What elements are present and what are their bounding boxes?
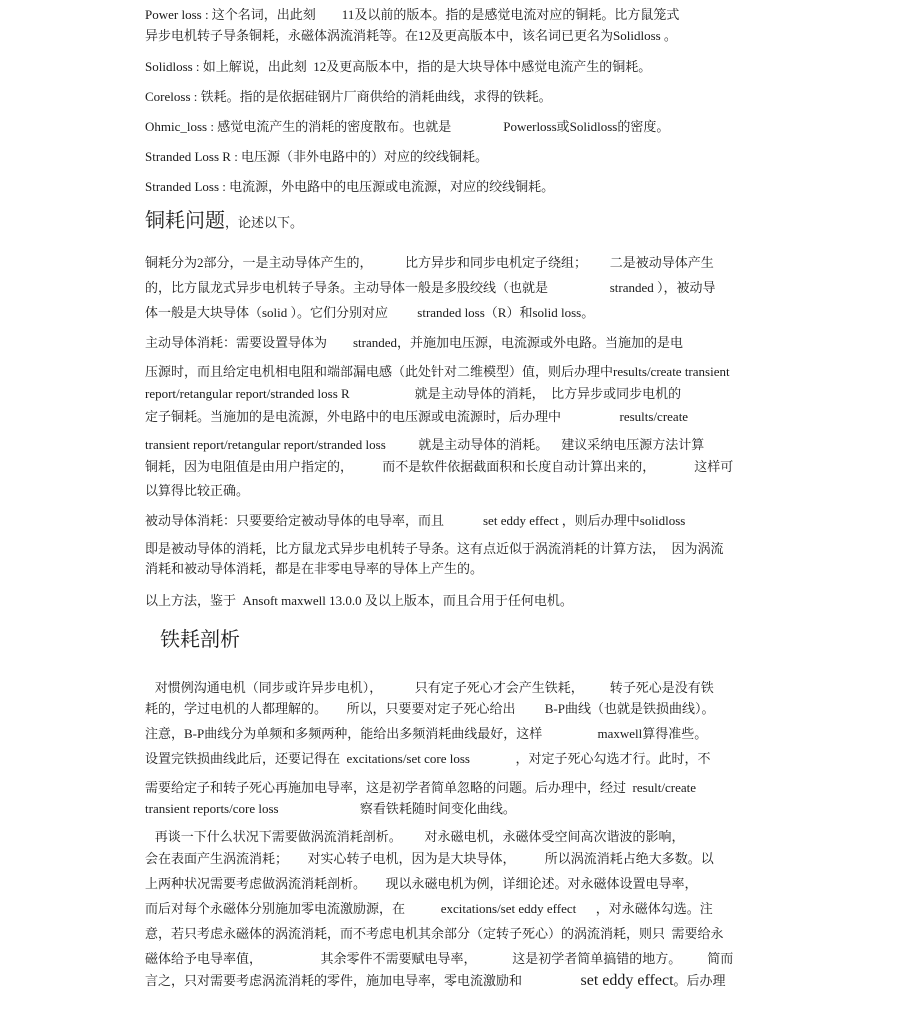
para-iron-line5: 需要给定子和转子死心再施加电导率，这是初学者简单忽略的问题。后办理中，经过 result/create — [145, 780, 697, 795]
para-eddy-line5: 意，若只考虑永磁体的涡流消耗，而不考虑电机其余部分（定转子死心）的涡流消耗，则只 需要给永 — [145, 926, 724, 941]
para-active-line4: 定子铜耗。当施加的是电流源，外电路中的电压源或电流源时，后办理中 results/create — [145, 409, 689, 424]
para-stranded-loss: Stranded Loss : 电流源，外电路中的电压源或电流源，对应的绞线铜耗。 — [145, 179, 555, 194]
para-eddy-line2: 会在表面产生涡流消耗； 对实心转子电机，因为是大块导体， 所以涡流消耗占绝大多数。以 — [145, 851, 714, 866]
para-iron-line1: 对惯例沟通电机（同步或许异步电机）， 只有定子死心才会产生铁耗， 转子死心是没有铁 — [145, 680, 714, 695]
para-power-loss-line2: 异步电机转子导条铜耗，永磁体涡流消耗等。在12及更高版本中，该名词已更名为Solidloss 。 — [145, 28, 677, 43]
para-eddy-line7-start: 言之，只对需要考虑涡流消耗的零件，施加电导率，零电流激励和 — [145, 973, 581, 988]
para-copper-line3: 体一般是大块导体（solid ）。它们分别对应 stranded loss（R）和solid loss。 — [145, 305, 595, 320]
para-power-loss-line1: Power loss : 这个名词，出此刻 11及以前的版本。指的是感觉电流对应的铜耗。比方鼠笼式 — [145, 7, 680, 22]
para-copper-line1: 铜耗分为2部分，一是主动导体产生的， 比方异步和同步电机定子绕组； 二是被动导体产生 — [145, 255, 714, 270]
para-eddy-line6: 磁体给予电导率值， 其余零件不需要赋电导率， 这是初学者简单搞错的地方。 简而 — [145, 951, 734, 966]
heading-copper-loss-tail: ，论述以下。 — [225, 216, 304, 231]
para-eddy-line7-end: 。后办理 — [673, 973, 726, 988]
para-summary: 以上方法，鉴于 Ansoft maxwell 13.0.0 及以上版本，而且合用于任何电机。 — [145, 593, 573, 608]
para-passive-line1: 被动导体消耗：只要要给定被动导体的电导率，而且 set eddy effect ，则后办理中solidloss — [145, 513, 686, 528]
set-eddy-effect-term: set eddy effect — [580, 972, 674, 989]
para-eddy-line1: 再谈一下什么状况下需要做涡流消耗剖析。 对永磁电机，永磁体受空间高次谐波的影响， — [145, 829, 685, 844]
para-active-line6: 铜耗，因为电阻值是由用户指定的， 而不是软件依据截面积和长度自动计算出来的， 这样可 — [145, 459, 734, 474]
heading-iron-loss: 铁耗剖析 — [160, 627, 240, 651]
para-iron-line2: 耗的，学过电机的人都理解的。 所以，只要要对定子死心给出 B-P曲线（也就是铁损曲线）。 — [145, 701, 715, 716]
para-active-line5: transient report/retangular report/stranded loss 就是主动导体的消耗。 建议采纳电压源方法计算 — [145, 437, 705, 452]
para-active-line2: 压源时，而且给定电机相电阻和端部漏电感（此处针对二维模型）值，则后办理中results/create transient — [145, 364, 730, 379]
para-active-line3: report/retangular report/stranded loss R 就是主动导体的消耗， 比方异步或同步电机的 — [145, 386, 682, 401]
para-active-line7: 以算得比较正确。 — [145, 483, 250, 498]
para-ohmic-loss: Ohmic_loss : 感觉电流产生的消耗的密度散布。也就是 Powerloss或Solidloss的密度。 — [145, 119, 670, 134]
para-active-line1: 主动导体消耗：需要设置导体为 stranded，并施加电压源，电流源或外电路。当施加的是电 — [145, 335, 684, 350]
para-iron-line4: 设置完铁损曲线此后，还要记得在 excitations/set core loss ，对定子死心勾选才行。此时，不 — [145, 751, 711, 766]
para-coreloss: Coreloss : 铁耗。指的是依据硅钢片厂商供给的消耗曲线，求得的铁耗。 — [145, 89, 552, 104]
para-iron-line3: 注意，B-P曲线分为单频和多频两种，能给出多频消耗曲线最好，这样 maxwell算得准些。 — [145, 726, 708, 741]
heading-copper-loss-main: 铜耗问题 — [145, 208, 225, 232]
para-eddy-line4: 而后对每个永磁体分别施加零电流激励源，在 excitations/set eddy effect ，对永磁体勾选。注 — [145, 901, 713, 916]
para-copper-line2: 的，比方鼠龙式异步电机转子导条。主动导体一般是多股绞线（也就是 stranded ），被动导 — [145, 280, 716, 295]
para-stranded-loss-r: Stranded Loss R : 电压源（非外电路中的）对应的绞线铜耗。 — [145, 149, 489, 164]
para-passive-line2: 即是被动导体的消耗，比方鼠龙式异步电机转子导条。这有点近似于涡流消耗的计算方法， 因为涡流 — [145, 541, 724, 556]
para-eddy-line7 — [145, 973, 726, 989]
para-eddy-line3: 上两种状况需要考虑做涡流消耗剖析。 现以永磁电机为例，详细论述。对永磁体设置电导率， — [145, 876, 698, 891]
para-solidloss: Solidloss : 如上解说，出此刻 12及更高版本中，指的是大块导体中感觉电流产生的铜耗。 — [145, 59, 652, 74]
heading-copper-loss — [145, 208, 303, 236]
para-passive-line3: 消耗和被动导体消耗，都是在非零电导率的导体上产生的。 — [145, 561, 484, 576]
para-iron-line6: transient reports/core loss 察看铁耗随时间变化曲线。 — [145, 801, 516, 816]
